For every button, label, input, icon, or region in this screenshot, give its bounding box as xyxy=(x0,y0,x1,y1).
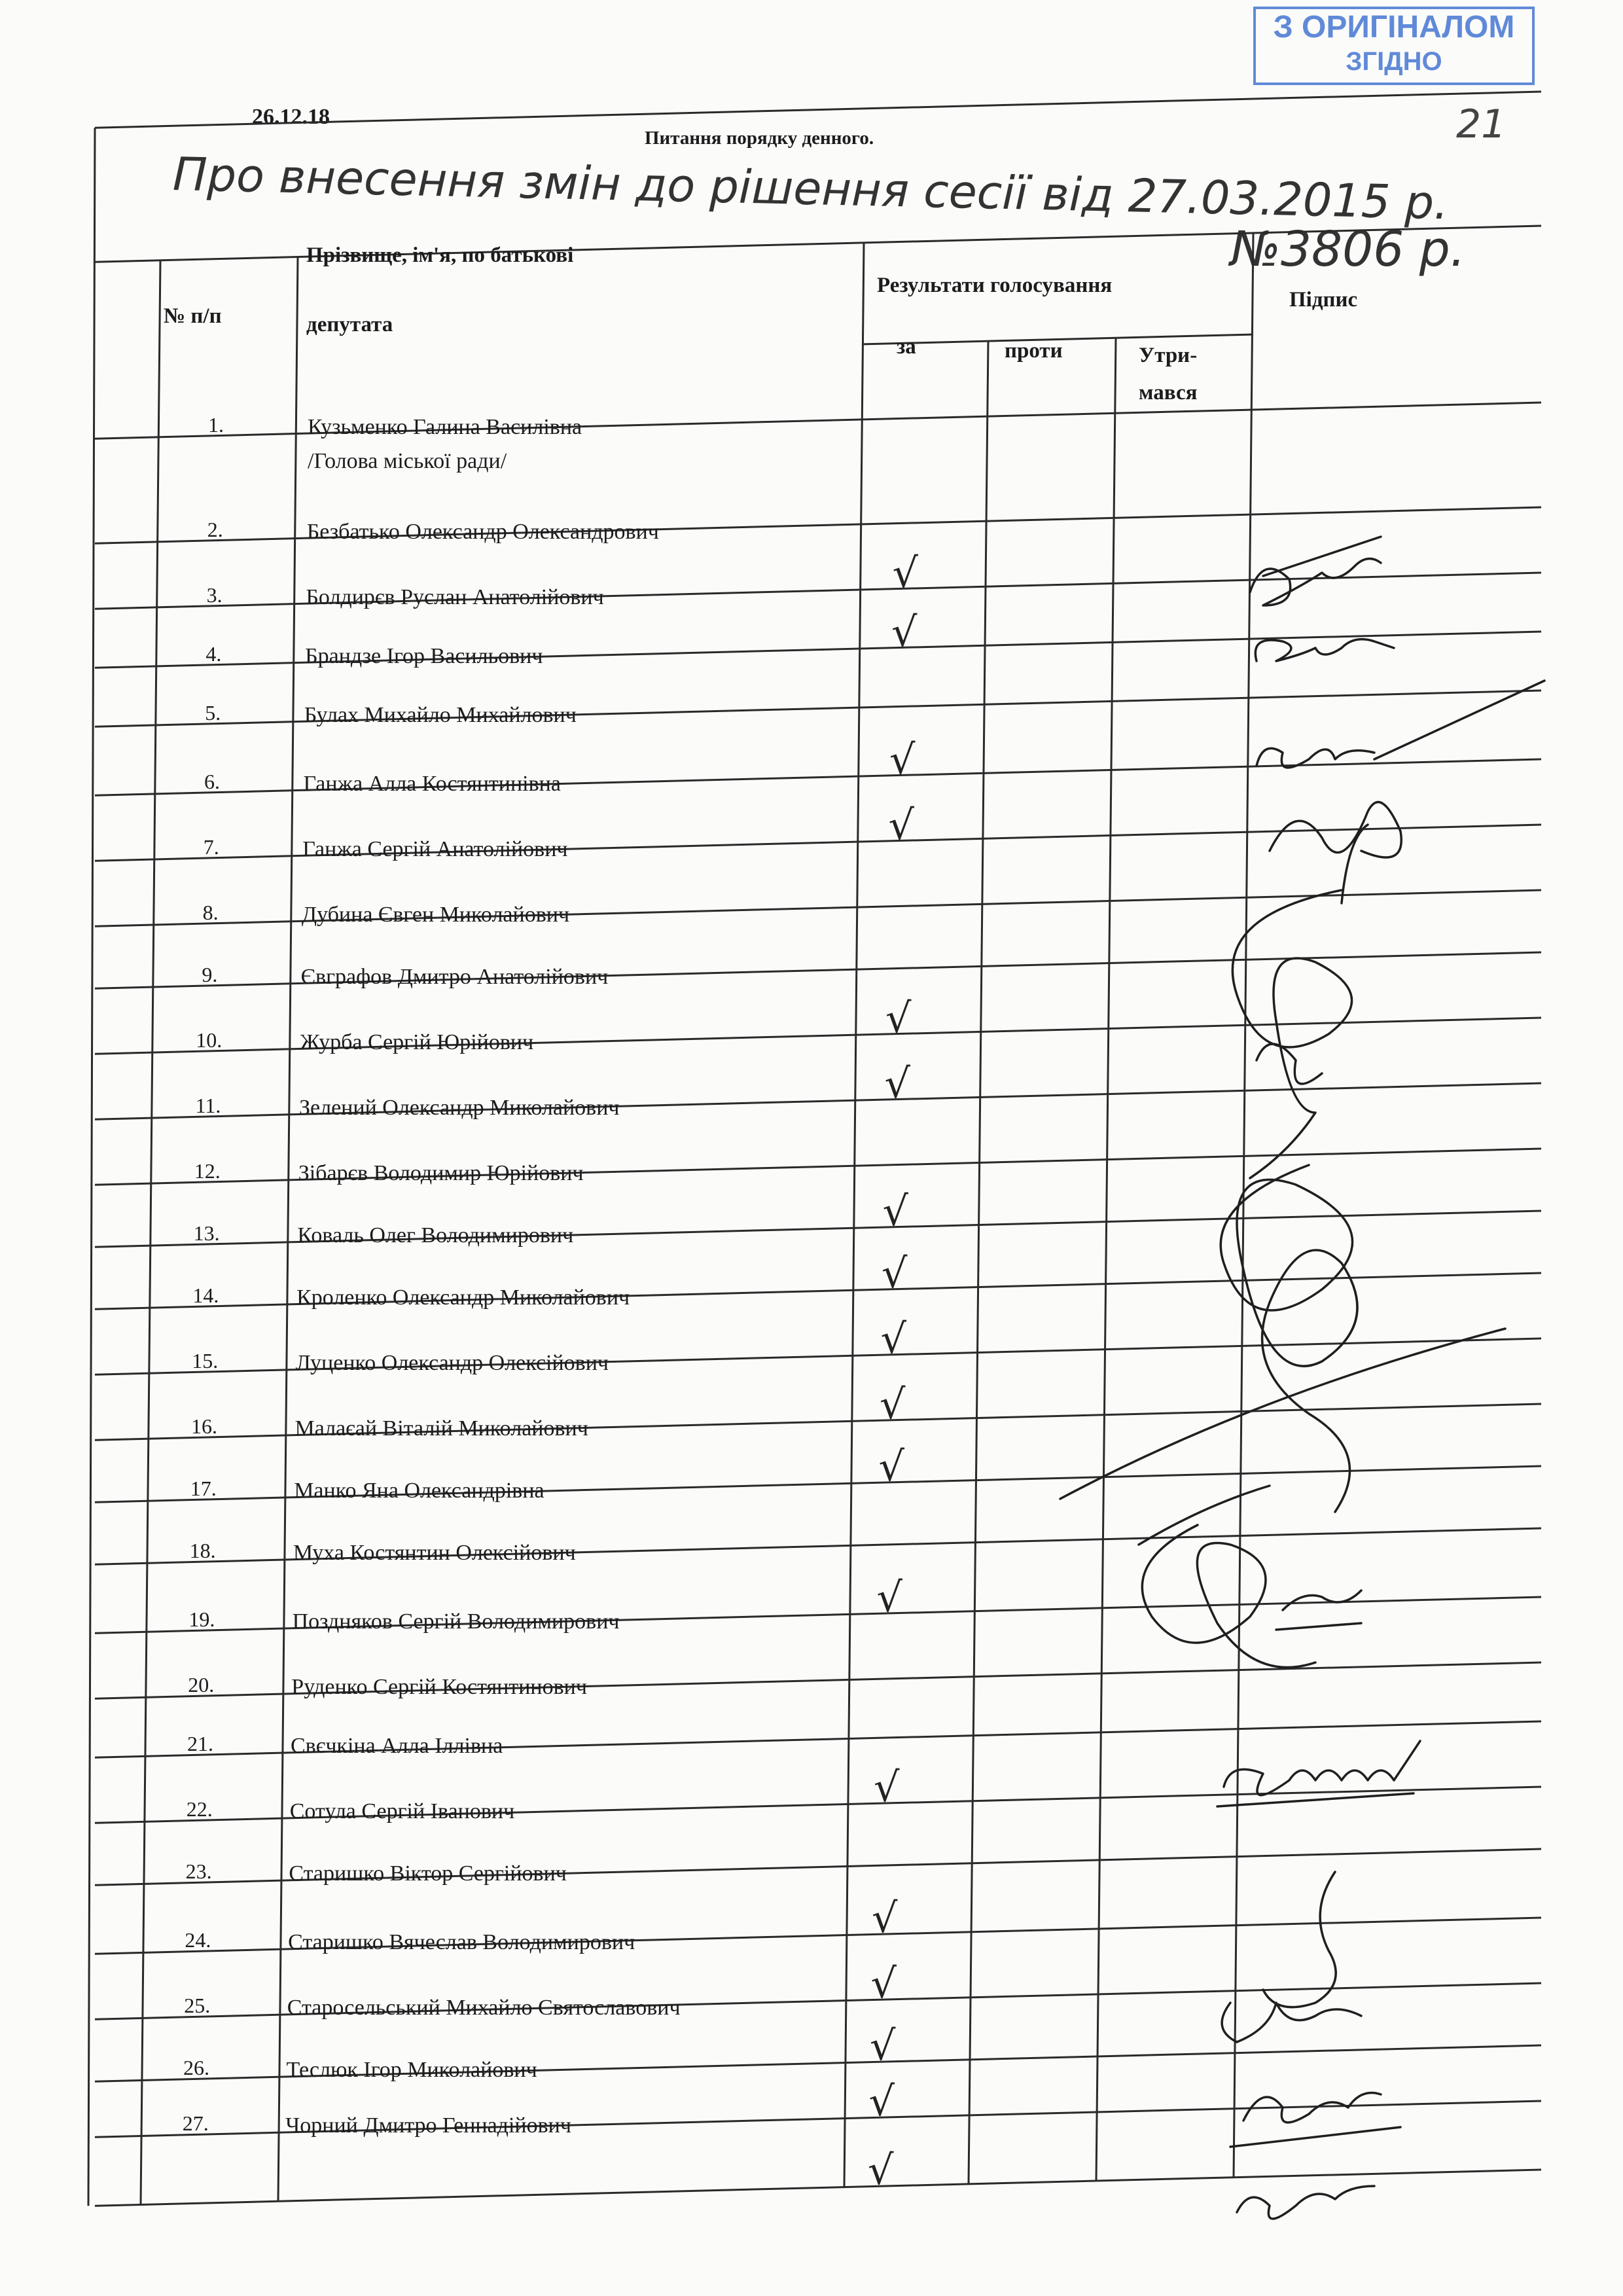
header-abstain-line-2: мався xyxy=(1139,381,1198,404)
deputy-name: Болдирєв Руслан Анатолійович xyxy=(306,584,604,609)
row-number: 5. xyxy=(205,701,221,725)
vote-for-mark: √ xyxy=(892,548,919,597)
vote-for-mark: √ xyxy=(880,1314,907,1363)
vote-for-mark: √ xyxy=(884,1059,911,1107)
row-number: 13. xyxy=(193,1221,220,1246)
row-number: 23. xyxy=(185,1859,212,1884)
row-number: 17. xyxy=(190,1477,217,1501)
deputy-name: Поздняков Сергій Володимирович xyxy=(292,1609,620,1634)
row-number: 16. xyxy=(191,1414,217,1439)
deputy-name: Зелений Олександр Миколайович xyxy=(299,1095,620,1120)
signatures-column xyxy=(1060,537,1544,2219)
deputy-name: Булах Михайло Михайлович xyxy=(304,702,577,727)
col-line-signature xyxy=(1234,233,1253,2178)
signature-21 xyxy=(1217,1741,1420,1806)
deputy-name: Старишко Вячеслав Володимирович xyxy=(288,1929,635,1954)
vote-for-mark: √ xyxy=(870,1959,897,2007)
deputy-name: Малаєай Віталій Миколайович xyxy=(294,1416,588,1441)
deputy-position: /Голова міської ради/ xyxy=(308,448,507,473)
vote-for-mark: √ xyxy=(882,1249,908,1297)
row-number: 24. xyxy=(185,1928,211,1952)
row-number: 11. xyxy=(195,1094,221,1118)
deputy-name: Кузьменко Галина Василівна xyxy=(308,414,582,439)
col-line-against xyxy=(969,341,988,2184)
signature-8-10 xyxy=(1232,890,1351,1178)
deputy-name: Брандзе Ігор Васильович xyxy=(305,643,543,668)
header-abstain-line-1: Утри- xyxy=(1139,344,1198,367)
deputy-name: Кроленко Олександр Миколайович xyxy=(296,1285,630,1310)
vote-for-mark: √ xyxy=(882,1187,909,1235)
col-line-name xyxy=(278,257,298,2202)
row-number: 12. xyxy=(194,1159,221,1183)
vote-for-mark: √ xyxy=(874,1763,900,1811)
row-number: 19. xyxy=(188,1607,215,1632)
row-number: 27. xyxy=(182,2111,209,2136)
vote-for-mark: √ xyxy=(876,1573,903,1621)
deputy-name: Євграфов Дмитро Анатолійович xyxy=(300,964,609,989)
header-against: проти xyxy=(1005,339,1063,363)
row-line-0 xyxy=(95,92,1541,128)
stamp-line-1: З ОРИГІНАЛОМ xyxy=(1273,10,1515,45)
row-number: 21. xyxy=(187,1732,213,1756)
deputy-name: Коваль Олег Володимирович xyxy=(297,1223,574,1247)
vote-for-mark: √ xyxy=(868,2145,894,2194)
header-voting-results: Результати голосування xyxy=(877,274,1113,297)
header-for: за xyxy=(897,335,916,359)
agenda-label: Питання порядку денного. xyxy=(645,128,874,149)
table-border-left xyxy=(88,128,95,2206)
row-number: 25. xyxy=(184,1994,211,2018)
header-signature: Підпис xyxy=(1289,288,1358,312)
vote-for-mark: √ xyxy=(880,1380,906,1428)
deputy-name: Чорний Дмитро Геннадійович xyxy=(285,2113,571,2138)
row-number: 8. xyxy=(202,901,219,925)
deputy-name: Свєчкіна Алла Іллівна xyxy=(291,1733,503,1758)
vote-for-mark: √ xyxy=(891,607,918,656)
agenda-handwritten-topic: Про внесення змін до рішення сесії від 27.03.2015 р. xyxy=(172,147,1450,230)
deputy-name: Манко Яна Олександрівна xyxy=(294,1478,544,1503)
row-number: 7. xyxy=(203,835,219,859)
vote-for-mark: √ xyxy=(878,1442,905,1490)
col-line-for xyxy=(844,243,864,2187)
row-number: 22. xyxy=(186,1797,213,1821)
deputy-name: Дубина Євген Миколайович xyxy=(301,902,570,927)
row-number: 3. xyxy=(206,583,223,607)
deputy-name: Теслюк Ігор Миколайович xyxy=(286,2057,537,2082)
header-number-column: № п/п xyxy=(164,304,222,328)
row-number: 26. xyxy=(183,2056,209,2080)
row-number: 10. xyxy=(196,1028,223,1052)
signature-6 xyxy=(1270,802,1401,903)
row-number: 14. xyxy=(192,1283,219,1308)
deputy-name: Луценко Олександр Олексійович xyxy=(295,1350,609,1375)
vote-for-mark: √ xyxy=(885,994,912,1042)
deputy-name: Старишко Віктор Сергійович xyxy=(289,1861,567,1886)
row-number: 18. xyxy=(189,1539,216,1563)
row-number: 6. xyxy=(204,770,220,794)
vote-for-mark: √ xyxy=(872,1893,898,1942)
deputy-name: Старосельський Михайло Святославович xyxy=(287,1995,681,2020)
vote-for-mark: √ xyxy=(868,2077,895,2125)
deputy-name: Сотула Сергій Іванович xyxy=(289,1799,515,1823)
signature-17-19 xyxy=(1142,1525,1361,1668)
deputy-name: Руденко Сергій Костянтинович xyxy=(291,1674,587,1699)
signature-3 xyxy=(1255,639,1394,661)
row-number: 1. xyxy=(208,413,224,437)
signature-2 xyxy=(1250,537,1381,605)
page-number: 21 xyxy=(1456,101,1507,147)
decision-number: №3806 р. xyxy=(1230,221,1466,278)
deputy-name: Муха Костянтин Олексійович xyxy=(293,1540,576,1565)
vote-for-mark: √ xyxy=(870,2021,896,2070)
deputy-name: Журба Сергій Юрійович xyxy=(300,1030,534,1054)
meeting-date: 26.12.18 xyxy=(252,105,330,129)
header-name-line-1: Прізвище, ім'я, по батькові xyxy=(306,243,574,267)
row-number: 20. xyxy=(188,1673,215,1697)
vote-for-mark: √ xyxy=(889,735,916,783)
row-number: 15. xyxy=(192,1349,219,1373)
row-number: 4. xyxy=(205,642,222,666)
row-number: 2. xyxy=(207,518,223,542)
deputy-name: Безбатько Олександр Олександрович xyxy=(306,519,659,544)
header-name-line-2: депутата xyxy=(306,313,393,336)
col-line-abstain xyxy=(1096,338,1116,2181)
deputy-name: Зібарєв Володимир Юрійович xyxy=(298,1160,584,1185)
row-line-29 xyxy=(95,2170,1541,2206)
row-number: 9. xyxy=(202,963,218,987)
signature-23-24 xyxy=(1222,1872,1361,2042)
signature-27 xyxy=(1230,2093,1400,2219)
stamp-line-2: ЗГІДНО xyxy=(1346,47,1442,76)
deputy-name: Ганжа Сергій Анатолійович xyxy=(302,836,568,861)
deputy-name: Ганжа Алла Костянтинівна xyxy=(303,771,561,796)
vote-for-mark: √ xyxy=(888,800,915,849)
